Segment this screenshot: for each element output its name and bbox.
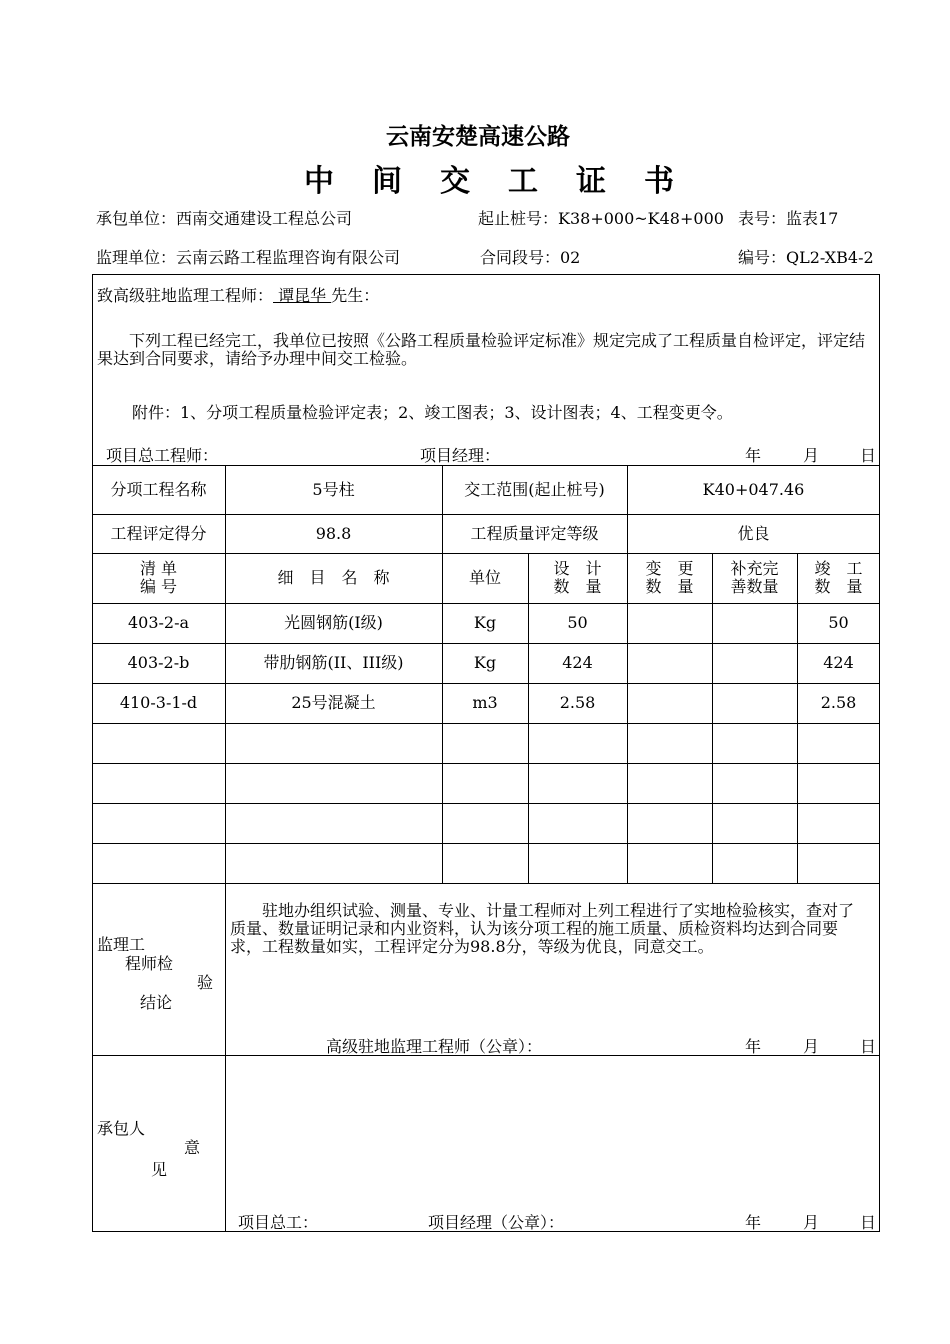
supervision-signature: 高级驻地监理工程师（公章）：	[326, 1037, 543, 1056]
table-cell-item-description	[225, 803, 442, 843]
table-header-item-code: 清 单 编 号	[139, 559, 178, 596]
table-cell-design-qty	[528, 723, 627, 763]
supervision-month: 月	[803, 1037, 820, 1056]
table-cell-unit: Kg	[473, 653, 497, 672]
salutation-suffix: 先生：	[331, 286, 380, 305]
table-cell-design-qty	[528, 843, 627, 883]
table-cell-item-code	[92, 723, 225, 763]
supervision-label-1: 监理工	[97, 935, 146, 954]
table-cell-item-code: 403-2-a	[127, 613, 190, 632]
score-label: 工程评定得分	[110, 523, 207, 543]
letter-salutation	[97, 283, 379, 306]
table-cell-change-qty	[627, 683, 712, 723]
table-cell-design-qty: 50	[567, 613, 588, 632]
serial-number: 编号：QL2-XB4-2	[738, 248, 874, 267]
table-cell-change-qty	[627, 723, 712, 763]
item-name-value: 5号柱	[312, 479, 355, 499]
table-cell-change-qty	[627, 603, 712, 643]
table-cell-final-qty	[797, 803, 880, 843]
document-title: 云南安楚高速公路	[386, 124, 570, 150]
letter-attachments: 附件：1、分项工程质量检验评定表；2、竣工图表；3、设计图表；4、工程变更令。	[132, 403, 733, 422]
contractor-label-2: 意	[184, 1138, 201, 1157]
table-cell-supplement-qty	[712, 763, 797, 803]
supervision-year: 年	[745, 1037, 762, 1056]
table-cell-supplement-qty	[712, 603, 797, 643]
table-cell-supplement-qty	[712, 683, 797, 723]
table-cell-change-qty	[627, 643, 712, 683]
range-value: K40+047.46	[702, 479, 805, 499]
table-cell-final-qty	[797, 763, 880, 803]
contractor-unit: 承包单位：西南交通建设工程总公司	[96, 209, 353, 228]
contractor-manager-label: 项目经理（公章）：	[428, 1213, 565, 1232]
table-cell-design-qty: 2.58	[559, 693, 596, 712]
range-label: 交工范围(起止桩号)	[464, 479, 605, 499]
score-value: 98.8	[315, 523, 352, 543]
document-subtitle: 中 间 交 工 证 书	[304, 164, 678, 199]
table-cell-change-qty	[627, 843, 712, 883]
table-cell-unit	[442, 843, 528, 883]
table-header-final-qty: 竣 工 数 量	[814, 559, 863, 596]
table-cell-item-description	[225, 763, 442, 803]
table-cell-unit: m3	[472, 693, 498, 712]
table-cell-supplement-qty	[712, 723, 797, 763]
table-header-unit: 单位	[468, 568, 501, 587]
table-cell-design-qty	[528, 763, 627, 803]
table-cell-item-description	[225, 723, 442, 763]
supervision-unit: 监理单位：云南云路工程监理咨询有限公司	[96, 248, 401, 267]
item-name-label: 分项工程名称	[110, 479, 207, 499]
salutation-prefix: 致高级驻地监理工程师：	[97, 286, 274, 305]
table-header-supplement-qty: 补充完 善数量	[730, 559, 779, 596]
contractor-label-1: 承包人	[97, 1119, 146, 1138]
table-cell-final-qty: 50	[828, 613, 849, 632]
table-cell-final-qty	[797, 843, 880, 883]
table-header-item-description: 细 目 名 称	[277, 568, 390, 587]
letter-body: 下列工程已经完工，我单位已按照《公路工程质量检验评定标准》规定完成了工程质量自检评定，评定结果达到合同要求，请给予办理中间交工检验。	[97, 331, 866, 368]
project-manager-label: 项目经理：	[420, 446, 501, 465]
table-cell-unit	[442, 763, 528, 803]
engineer-name: 谭昆华	[273, 286, 332, 305]
contractor-year: 年	[745, 1213, 762, 1232]
table-cell-supplement-qty	[712, 843, 797, 883]
supervision-conclusion: 驻地办组织试验、测量、专业、计量工程师对上列工程进行了实地检验核实，查对了质量、数量证明记录和内业资料，认为该分项工程的施工质量、质检资料均达到合同要求，工程数量如实，工程评定分为98.8分，等级为优良，同意交工。	[230, 901, 855, 956]
station-range: 起止桩号：K38+000~K48+000	[478, 209, 724, 228]
table-cell-unit: Kg	[473, 613, 497, 632]
contractor-month: 月	[803, 1213, 820, 1232]
table-cell-item-description: 带肋钢筋(II、III级)	[263, 653, 404, 672]
table-cell-item-code	[92, 763, 225, 803]
table-cell-final-qty: 424	[823, 653, 854, 672]
contractor-label-3: 见	[151, 1160, 168, 1179]
table-cell-design-qty	[528, 803, 627, 843]
table-cell-item-description: 光圆钢筋(I级)	[284, 613, 383, 632]
table-cell-item-description: 25号混凝土	[291, 693, 376, 712]
letter-month: 月	[803, 446, 820, 465]
rule	[92, 883, 880, 884]
table-cell-item-description	[225, 843, 442, 883]
contractor-chief-label: 项目总工：	[238, 1213, 319, 1232]
table-cell-item-code	[92, 803, 225, 843]
table-header-design-qty: 设 计 数 量	[553, 559, 602, 596]
grade-value: 优良	[737, 523, 770, 543]
chief-engineer-label: 项目总工程师：	[106, 446, 219, 465]
form-number: 表号：监表17	[738, 209, 839, 228]
table-cell-change-qty	[627, 763, 712, 803]
table-cell-supplement-qty	[712, 803, 797, 843]
table-cell-change-qty	[627, 803, 712, 843]
contract-section: 合同段号：02	[480, 248, 581, 267]
table-cell-final-qty: 2.58	[820, 693, 857, 712]
letter-year: 年	[745, 446, 762, 465]
table-cell-unit	[442, 803, 528, 843]
table-cell-final-qty	[797, 723, 880, 763]
letter-day: 日	[860, 446, 877, 465]
supervision-label-4: 结论	[140, 993, 173, 1012]
table-cell-item-code	[92, 843, 225, 883]
supervision-label-3: 验	[197, 973, 214, 992]
table-cell-supplement-qty	[712, 643, 797, 683]
table-header-change-qty: 变 更 数 量	[645, 559, 694, 596]
grade-label: 工程质量评定等级	[470, 523, 599, 543]
contractor-day: 日	[860, 1213, 877, 1232]
table-cell-item-code: 410-3-1-d	[119, 693, 198, 712]
supervision-label-2: 程师检	[125, 954, 174, 973]
supervision-day: 日	[860, 1037, 877, 1056]
table-cell-item-code: 403-2-b	[127, 653, 190, 672]
table-cell-design-qty: 424	[562, 653, 593, 672]
table-cell-unit	[442, 723, 528, 763]
